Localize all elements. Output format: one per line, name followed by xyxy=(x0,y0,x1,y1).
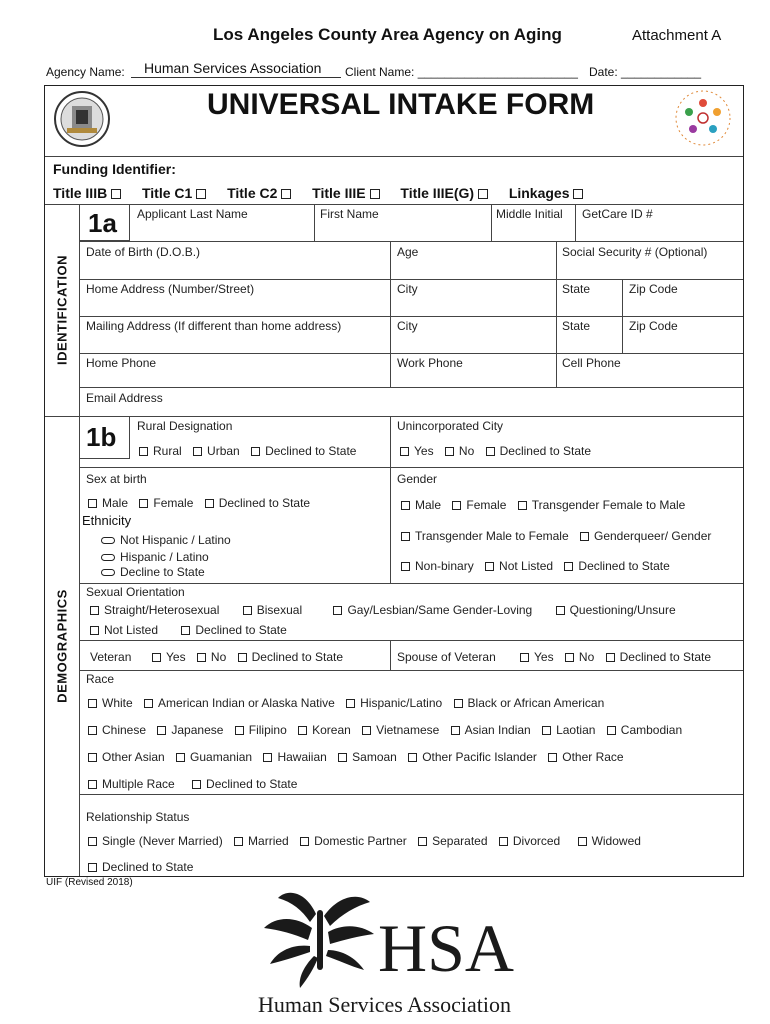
rural-option-urban[interactable]: Urban xyxy=(193,444,240,458)
race-option-other-race[interactable]: Other Race xyxy=(548,750,623,764)
funding-title-c1[interactable]: Title C1 xyxy=(142,185,211,201)
race-option-hawaiian[interactable]: Hawaiian xyxy=(263,750,326,764)
middle-initial-field[interactable]: Middle Initial xyxy=(496,207,563,221)
funding-title-iiie[interactable]: Title IIIE xyxy=(312,185,384,201)
spouse-option-declined[interactable]: Declined to State xyxy=(606,650,711,664)
applicant-last-name-field[interactable]: Applicant Last Name xyxy=(137,207,248,221)
spouse-options xyxy=(520,650,711,664)
rural-option-declined[interactable]: Declined to State xyxy=(251,444,356,458)
mailing-address-field[interactable]: Mailing Address (If different than home address) xyxy=(86,319,342,333)
race-option-other-pacific[interactable]: Other Pacific Islander xyxy=(408,750,537,764)
gender-option-nonbinary[interactable]: Non-binary xyxy=(401,559,474,573)
rural-options xyxy=(139,444,356,458)
race-row-3 xyxy=(88,750,624,764)
orientation-option-straight[interactable]: Straight/Heterosexual xyxy=(90,603,219,617)
ethnicity-option-hispanic[interactable]: Hispanic / Latino xyxy=(101,550,209,564)
veteran-options xyxy=(152,650,343,664)
home-city-field[interactable]: City xyxy=(397,282,418,296)
agency-name-label: Agency Name: xyxy=(46,65,125,79)
sexual-orientation-label: Sexual Orientation xyxy=(86,585,185,599)
divider xyxy=(80,241,743,242)
race-label: Race xyxy=(86,672,115,686)
demographics-side-label: DEMOGRAPHICS xyxy=(54,589,69,703)
funding-identifier-label: Funding Identifier: xyxy=(53,161,176,177)
veteran-option-yes[interactable]: Yes xyxy=(152,650,186,664)
divider xyxy=(80,794,743,795)
identification-side-label: IDENTIFICATION xyxy=(54,254,69,366)
dob-field[interactable]: Date of Birth (D.O.B.) xyxy=(86,245,201,259)
relationship-option-married[interactable]: Married xyxy=(234,834,289,848)
community-circle-logo xyxy=(673,88,733,148)
unincorp-options xyxy=(400,444,591,458)
relationship-option-single[interactable]: Single (Never Married) xyxy=(88,834,223,848)
sex-option-male[interactable]: Male xyxy=(88,496,128,510)
getcare-id-field[interactable]: GetCare ID # xyxy=(582,207,653,221)
relationship-option-separated[interactable]: Separated xyxy=(418,834,487,848)
race-option-cambodian[interactable]: Cambodian xyxy=(607,723,682,737)
spouse-option-no[interactable]: No xyxy=(565,650,594,664)
race-option-vietnamese[interactable]: Vietnamese xyxy=(362,723,439,737)
divider xyxy=(80,279,743,280)
relationship-row-1 xyxy=(88,834,641,848)
ethnicity-option-decline[interactable]: Decline to State xyxy=(101,565,205,579)
hsa-logo-text: HSA xyxy=(378,910,515,986)
divider xyxy=(314,205,315,241)
race-option-samoan[interactable]: Samoan xyxy=(338,750,397,764)
divider xyxy=(390,416,391,584)
date-label[interactable]: Date: ____________ xyxy=(589,65,702,79)
race-row-1 xyxy=(88,696,604,710)
section-1a-box: 1a xyxy=(80,205,130,241)
relationship-option-domestic[interactable]: Domestic Partner xyxy=(300,834,407,848)
gender-label: Gender xyxy=(397,472,438,486)
sex-options xyxy=(88,496,310,510)
gender-row-2 xyxy=(401,529,711,543)
agency-name-value: Human Services Association xyxy=(144,60,322,76)
cell-phone-field[interactable]: Cell Phone xyxy=(562,356,621,370)
race-row-2 xyxy=(88,723,682,737)
race-row-4 xyxy=(88,777,297,791)
orientation-option-questioning[interactable]: Questioning/Unsure xyxy=(556,603,676,617)
race-option-asian-indian[interactable]: Asian Indian xyxy=(451,723,531,737)
mailing-state-field[interactable]: State xyxy=(562,319,591,333)
race-option-white[interactable]: White xyxy=(88,696,133,710)
orientation-row-2 xyxy=(90,623,287,637)
orientation-option-declined[interactable]: Declined to State xyxy=(181,623,286,637)
funding-title-iiib[interactable]: Title IIIB xyxy=(53,185,126,201)
unincorp-option-yes[interactable]: Yes xyxy=(400,444,434,458)
spouse-of-veteran-label: Spouse of Veteran xyxy=(397,650,496,664)
orientation-option-bisexual[interactable]: Bisexual xyxy=(243,603,302,617)
divider xyxy=(45,204,743,205)
sex-option-female[interactable]: Female xyxy=(139,496,193,510)
home-address-field[interactable]: Home Address (Number/Street) xyxy=(86,282,255,296)
orientation-option-gay-lesbian[interactable]: Gay/Lesbian/Same Gender-Loving xyxy=(333,603,532,617)
orientation-option-not-listed[interactable]: Not Listed xyxy=(90,623,158,637)
race-option-chinese[interactable]: Chinese xyxy=(88,723,146,737)
gender-option-trans-ftm[interactable]: Transgender Female to Male xyxy=(518,498,686,512)
funding-options xyxy=(53,185,588,201)
divider xyxy=(80,353,743,354)
race-option-korean[interactable]: Korean xyxy=(298,723,351,737)
client-name-label[interactable]: Client Name: ________________________ xyxy=(345,65,578,79)
divider xyxy=(45,416,743,417)
hsa-butterfly-icon xyxy=(258,886,380,990)
email-address-field[interactable]: Email Address xyxy=(86,391,163,405)
revision-note: UIF (Revised 2018) xyxy=(46,877,133,888)
veteran-option-no[interactable]: No xyxy=(197,650,226,664)
rural-option-rural[interactable]: Rural xyxy=(139,444,182,458)
divider xyxy=(390,640,391,670)
orientation-row-1 xyxy=(90,603,676,617)
divider xyxy=(575,205,576,241)
race-option-japanese[interactable]: Japanese xyxy=(157,723,223,737)
county-agency-title: Los Angeles County Area Agency on Aging xyxy=(213,25,562,44)
home-zip-field[interactable]: Zip Code xyxy=(629,282,678,296)
mailing-city-field[interactable]: City xyxy=(397,319,418,333)
veteran-option-declined[interactable]: Declined to State xyxy=(238,650,343,664)
race-option-laotian[interactable]: Laotian xyxy=(542,723,595,737)
home-phone-field[interactable]: Home Phone xyxy=(86,356,157,370)
gender-row-1 xyxy=(401,498,685,512)
divider xyxy=(80,316,743,317)
agency-name-field[interactable] xyxy=(131,60,341,78)
form-title: UNIVERSAL INTAKE FORM xyxy=(207,88,595,121)
divider xyxy=(45,156,743,157)
unincorporated-city-label: Unincorporated City xyxy=(397,419,504,433)
gender-option-trans-mtf[interactable]: Transgender Male to Female xyxy=(401,529,569,543)
relationship-row-2 xyxy=(88,860,193,874)
gender-option-declined[interactable]: Declined to State xyxy=(564,559,669,573)
divider xyxy=(390,353,391,387)
divider xyxy=(80,670,743,671)
divider xyxy=(491,205,492,241)
race-option-black[interactable]: Black or African American xyxy=(454,696,605,710)
race-option-filipino[interactable]: Filipino xyxy=(235,723,287,737)
unincorp-option-no[interactable]: No xyxy=(445,444,474,458)
relationship-status-label: Relationship Status xyxy=(86,810,190,824)
unincorp-option-declined[interactable]: Declined to State xyxy=(486,444,591,458)
home-state-field[interactable]: State xyxy=(562,282,591,296)
sex-at-birth-label: Sex at birth xyxy=(86,472,147,486)
funding-title-c2[interactable]: Title C2 xyxy=(227,185,296,201)
gender-option-genderqueer[interactable]: Genderqueer/ Gender xyxy=(580,529,711,543)
relationship-option-divorced[interactable]: Divorced xyxy=(499,834,560,848)
attachment-label: Attachment A xyxy=(632,27,722,44)
relationship-option-widowed[interactable]: Widowed xyxy=(578,834,641,848)
divider xyxy=(556,241,557,353)
funding-linkages[interactable]: Linkages xyxy=(509,185,589,201)
mailing-zip-field[interactable]: Zip Code xyxy=(629,319,678,333)
section-1b-box: 1b xyxy=(80,417,130,459)
sex-option-declined[interactable]: Declined to State xyxy=(205,496,310,510)
work-phone-field[interactable]: Work Phone xyxy=(397,356,463,370)
relationship-option-declined[interactable]: Declined to State xyxy=(88,860,193,874)
gender-option-female[interactable]: Female xyxy=(452,498,506,512)
ssn-field[interactable]: Social Security # (Optional) xyxy=(562,245,708,259)
race-option-american-indian[interactable]: American Indian or Alaska Native xyxy=(144,696,335,710)
side-column-divider xyxy=(79,204,80,876)
gender-option-male[interactable]: Male xyxy=(401,498,441,512)
hsa-logo-subtitle: Human Services Association xyxy=(258,992,511,1017)
divider xyxy=(80,387,743,388)
race-option-guamanian[interactable]: Guamanian xyxy=(176,750,252,764)
county-seal-logo xyxy=(53,90,111,148)
veteran-label: Veteran xyxy=(90,650,132,664)
first-name-field[interactable]: First Name xyxy=(320,207,379,221)
race-option-hispanic[interactable]: Hispanic/Latino xyxy=(346,696,442,710)
divider xyxy=(80,467,743,468)
age-field[interactable]: Age xyxy=(397,245,419,259)
divider xyxy=(390,241,391,353)
divider xyxy=(556,353,557,387)
spouse-option-yes[interactable]: Yes xyxy=(520,650,554,664)
ethnicity-label: Ethnicity xyxy=(82,513,132,528)
rural-designation-label: Rural Designation xyxy=(137,419,233,433)
gender-option-not-listed[interactable]: Not Listed xyxy=(485,559,553,573)
divider xyxy=(80,640,743,641)
divider xyxy=(80,583,743,584)
ethnicity-option-not-hispanic[interactable]: Not Hispanic / Latino xyxy=(101,533,231,547)
gender-row-3 xyxy=(401,559,670,573)
funding-title-iiieg[interactable]: Title IIIE(G) xyxy=(400,185,493,201)
race-option-multiple[interactable]: Multiple Race xyxy=(88,777,175,791)
race-option-declined[interactable]: Declined to State xyxy=(192,777,297,791)
race-option-other-asian[interactable]: Other Asian xyxy=(88,750,165,764)
